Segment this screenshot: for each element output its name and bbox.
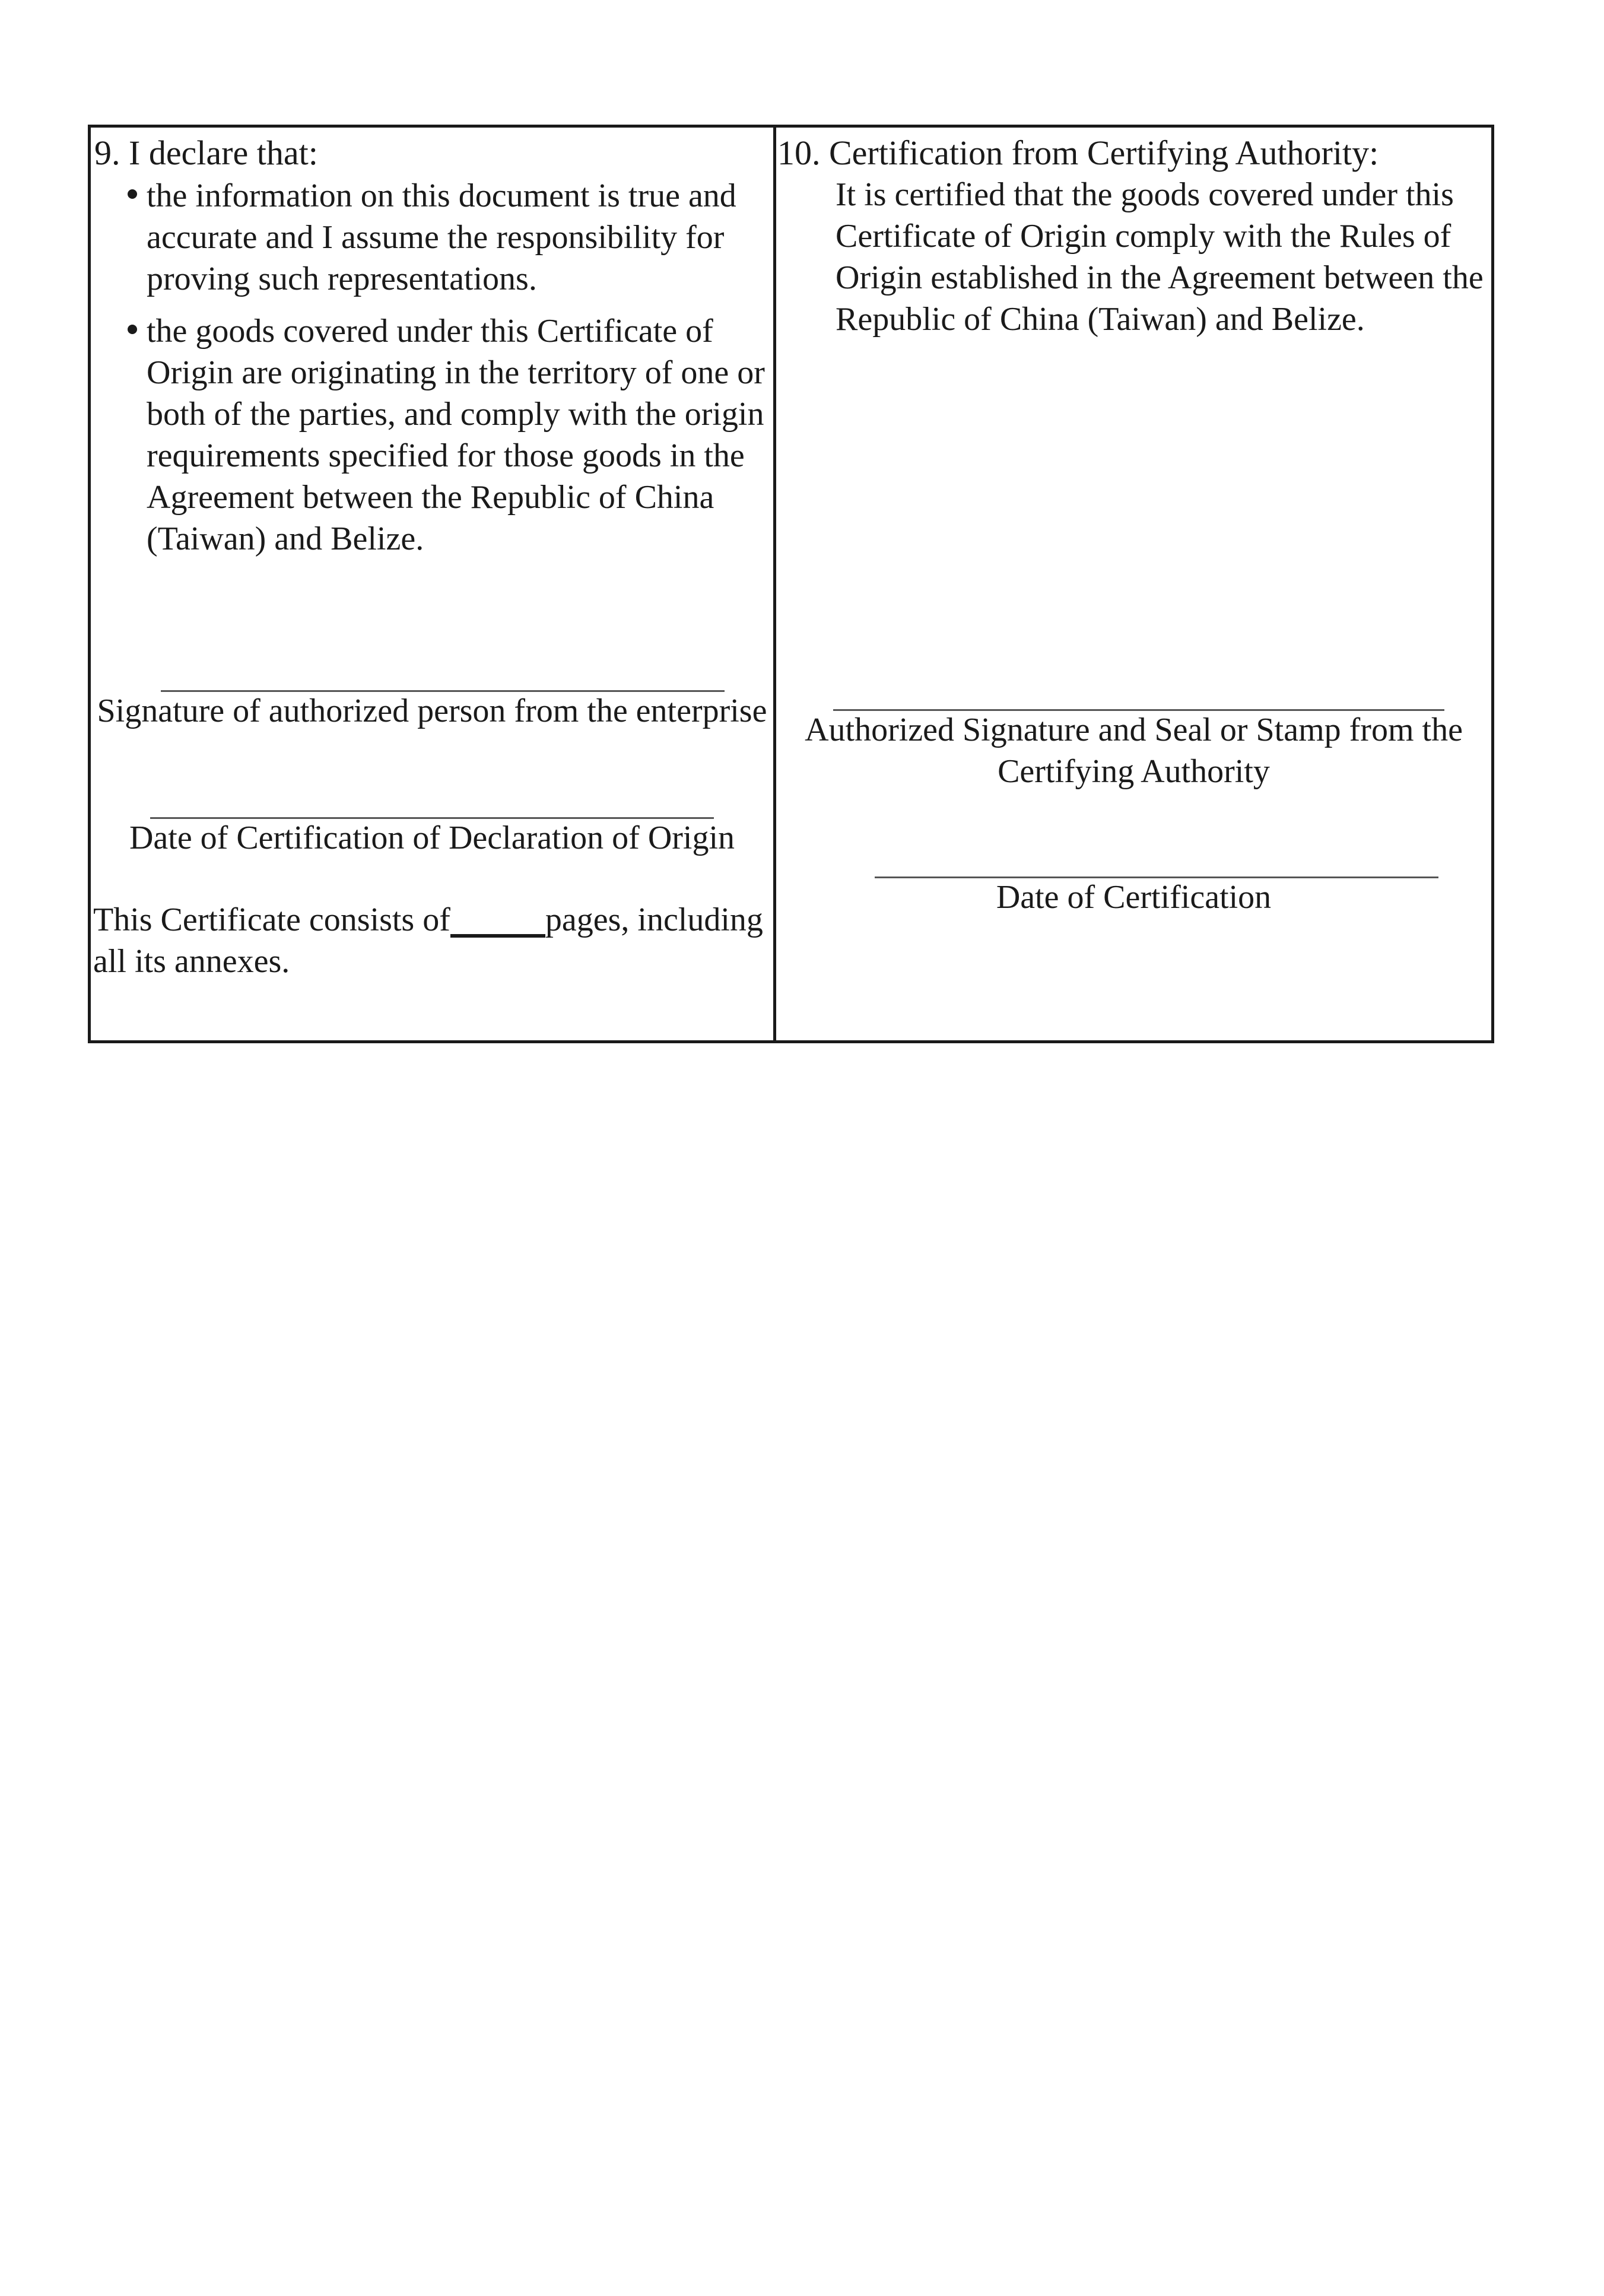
page-count-suffix: pages, including [545,901,763,938]
declaration-date-label: Date of Certification of Declaration of Origin [129,820,735,856]
section-10-certification [776,128,1491,1040]
declaration-bullet-2 [128,310,768,571]
declaration-bullet-1-text: the information on this document is true and accurate and I assume the responsibility for proving such representations. [147,177,736,297]
page-count-prefix: This Certificate consists of [93,901,450,938]
authority-signature-label-line-1: Authorized Signature and Seal or Stamp from the [805,712,1463,748]
section-10-heading: 10. Certification from Certifying Authority: [777,134,1379,172]
certification-body-line-1: It is certified that the goods covered under this [836,176,1454,213]
section-9-declaration [91,128,773,1040]
certification-body-line-3: Origin established in the Agreement between the [836,259,1484,296]
page-count-line-1 [93,899,763,941]
section-9-heading: 9. I declare that: [94,134,318,172]
certification-date-label: Date of Certification [996,879,1272,916]
page-count-blank-field[interactable] [450,902,545,938]
enterprise-signature-label: Signature of authorized person from the enterprise [97,693,767,729]
bullet-dot-icon [128,189,137,199]
declaration-bullet-1 [128,175,768,306]
bullet-dot-icon [128,325,137,334]
page-count-line-2: all its annexes. [93,943,290,980]
certification-body-line-2: Certificate of Origin comply with the Rules of [836,218,1451,255]
certificate-form-box [88,125,1494,1043]
declaration-bullet-2-text: the goods covered under this Certificate of Origin are originating in the territory of one or both of the parties, and comply with the origin requirements specified for those goods in the Agreement between the Republic of China (Taiwan) and Belize. [147,313,765,557]
authority-signature-label-line-2: Certifying Authority [998,753,1270,790]
certification-body-line-4: Republic of China (Taiwan) and Belize. [836,301,1365,338]
